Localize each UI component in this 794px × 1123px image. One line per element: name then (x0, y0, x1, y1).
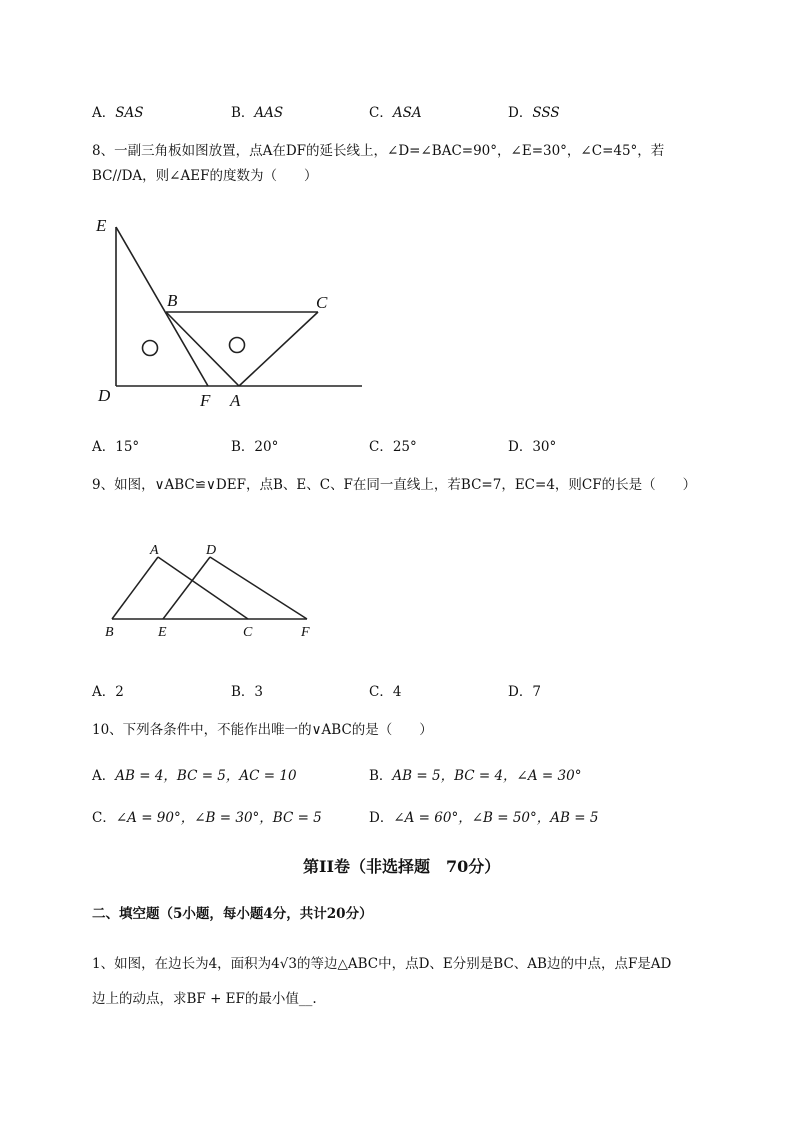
q8-stem-line2: BC//DA，则∠AEF的度数为（ ） (92, 168, 318, 184)
fill1-stem-line2: 边上的动点，求BF + EF的最小值__. (92, 991, 317, 1007)
q10-option-d: D．∠A = 60°，∠B = 50°，AB = 5 (369, 810, 599, 826)
q9-option-d: D．7 (508, 684, 541, 700)
part2-title: 第II卷（非选择题 70分） (303, 857, 501, 876)
q9-label-f: F (301, 625, 310, 640)
q8-label-d: D (98, 386, 111, 405)
q7-option-a: A．SAS (92, 105, 144, 121)
q9-label-a: A (150, 543, 159, 558)
q9-segment-ab (112, 557, 158, 619)
q8-option-b: B．20° (231, 439, 279, 455)
q9-label-c: C (243, 625, 253, 640)
q10-option-a: A．AB = 4，BC = 5，AC = 10 (92, 768, 297, 784)
q10-option-c: C．∠A = 90°，∠B = 30°，BC = 5 (92, 810, 322, 826)
q10-option-b: B．AB = 5，BC = 4，∠A = 30° (369, 768, 582, 784)
q8-figure (90, 205, 380, 415)
q8-label-b: B (167, 291, 178, 310)
fill1-stem-line1: 1、如图，在边长为4，面积为4√3的等边△ABC中，点D、E分别是BC、AB边的中点，点F是AD (92, 956, 672, 972)
q9-segment-df (210, 557, 307, 619)
q9-stem: 9、如图，∨ABC≌∨DEF，点B、E、C、F在同一直线上，若BC=7，EC=4，则CF的长是（ ） (92, 477, 697, 493)
q8-label-e: E (96, 216, 107, 235)
q8-label-a: A (230, 391, 241, 410)
q9-option-c: C．4 (369, 684, 402, 700)
q10-stem: 10、下列各条件中，不能作出唯一的∨ABC的是（ ） (92, 722, 433, 738)
q7-option-c: C．ASA (369, 105, 422, 121)
q8-option-a: A．15° (92, 439, 140, 455)
q7-option-d: D．SSS (508, 105, 560, 121)
q8-option-d: D．30° (508, 439, 557, 455)
q8-right-circle (230, 338, 245, 353)
q9-label-e: E (158, 625, 167, 640)
q9-option-a: A．2 (92, 684, 124, 700)
q8-segment-ef (116, 227, 208, 386)
q8-option-c: C．25° (369, 439, 417, 455)
q9-figure (100, 538, 330, 643)
q8-label-c: C (316, 293, 328, 312)
q8-stem-line1: 8、一副三角板如图放置，点A在DF的延长线上，∠D=∠BAC=90°，∠E=30°，∠C=45°，若 (92, 143, 665, 159)
part2-section-heading: 二、填空题（5小题，每小题4分，共计20分） (92, 906, 373, 922)
q8-segment-ca (239, 312, 318, 386)
q8-left-circle (143, 341, 158, 356)
q9-label-d: D (206, 543, 217, 558)
q8-label-f: F (200, 391, 211, 410)
q7-option-b: B．AAS (231, 105, 284, 121)
q9-label-b: B (105, 625, 114, 640)
q9-option-b: B．3 (231, 684, 264, 700)
